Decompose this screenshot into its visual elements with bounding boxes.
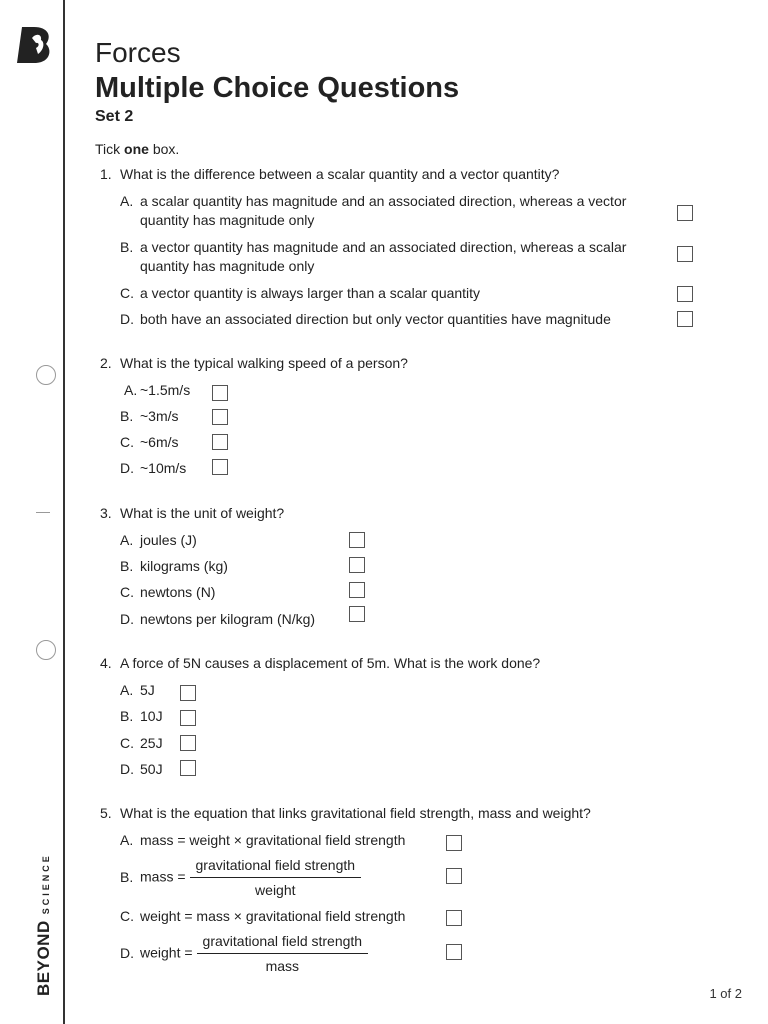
fraction-denominator: weight (255, 882, 296, 898)
question-number: 1. (100, 166, 112, 182)
option-letter: D. (120, 944, 134, 961)
checkbox-q1-d[interactable] (677, 311, 693, 327)
page-title: Multiple Choice Questions (95, 72, 460, 104)
fraction (190, 856, 362, 900)
checkbox-q3-d[interactable] (349, 606, 365, 622)
page-header (95, 36, 459, 126)
question-label: What is the difference between a scalar quantity and a vector quantity? (120, 166, 560, 182)
option-text: ~3m/s (140, 408, 179, 424)
brand-sub: SCIENCE (41, 853, 51, 915)
option-text: ~10m/s (140, 460, 187, 476)
option-text-cont: quantity has magnitude only (140, 212, 315, 228)
option-letter: C. (120, 584, 134, 600)
brand-name: BEYOND (34, 920, 53, 996)
option-text: 5J (140, 682, 155, 698)
option-d (120, 610, 315, 629)
option-letter: C. (120, 434, 134, 450)
option-text: 25J (140, 735, 163, 751)
question-text (100, 355, 408, 371)
option-d (120, 932, 368, 976)
checkbox-q3-a[interactable] (349, 532, 365, 548)
option-text: a scalar quantity has magnitude and an associated direction, whereas a vector (140, 193, 627, 209)
option-letter: B. (120, 868, 134, 885)
option-letter: C. (120, 735, 134, 751)
option-text: a vector quantity has magnitude and an associated direction, whereas a scalar (140, 239, 627, 255)
option-letter: A. (120, 193, 134, 209)
option-b (120, 407, 179, 426)
checkbox-q1-c[interactable] (677, 286, 693, 302)
question-number: 5. (100, 805, 112, 821)
option-text: 50J (140, 761, 163, 777)
option-text: weight = mass × gravitational field strength (140, 908, 406, 924)
checkbox-q3-b[interactable] (349, 557, 365, 573)
option-d (120, 459, 186, 478)
option-letter: C. (120, 908, 134, 924)
question-label: What is the equation that links gravitational field strength, mass and weight? (120, 805, 591, 821)
option-text: newtons (N) (140, 584, 216, 600)
beyond-logo-icon (14, 24, 54, 66)
checkbox-q5-c[interactable] (446, 910, 462, 926)
punch-hole-top (36, 365, 56, 385)
option-letter: A. (120, 832, 134, 848)
option-text: ~6m/s (140, 434, 179, 450)
option-a (120, 681, 155, 700)
checkbox-q2-b[interactable] (212, 409, 228, 425)
option-b (120, 856, 361, 900)
fold-mark (36, 512, 50, 513)
question-label: What is the unit of weight? (120, 505, 285, 521)
page-number: 1 of 2 (709, 986, 742, 1001)
checkbox-q5-a[interactable] (446, 835, 462, 851)
checkbox-q2-a[interactable] (212, 385, 228, 401)
checkbox-q1-a[interactable] (677, 205, 693, 221)
question-text (100, 505, 284, 521)
option-letter: B. (120, 708, 134, 724)
option-b (120, 557, 228, 576)
option-letter: D. (120, 460, 134, 476)
option-text: kilograms (kg) (140, 558, 228, 574)
checkbox-q3-c[interactable] (349, 582, 365, 598)
instructions-emphasis: one (124, 141, 149, 157)
option-c (120, 433, 179, 452)
option-text-cont: quantity has magnitude only (140, 258, 315, 274)
subject-title: Forces (95, 37, 181, 68)
option-letter: D. (120, 761, 134, 777)
option-letter: A. (124, 382, 138, 398)
instructions (95, 141, 179, 157)
instructions-suffix: box. (148, 141, 180, 157)
option-d (120, 310, 611, 329)
option-text: 10J (140, 708, 163, 724)
option-b (120, 238, 626, 276)
checkbox-q4-a[interactable] (180, 685, 196, 701)
option-a (120, 531, 197, 550)
punch-hole-bottom (36, 640, 56, 660)
option-letter: D. (120, 611, 134, 627)
option-text: both have an associated direction but only vector quantities have magnitude (140, 311, 611, 327)
checkbox-q1-b[interactable] (677, 246, 693, 262)
option-letter: A. (120, 532, 134, 548)
equation-lhs: mass = (140, 868, 186, 885)
question-number: 4. (100, 655, 112, 671)
fraction-numerator: gravitational field strength (197, 932, 369, 954)
question-text (100, 166, 559, 182)
checkbox-q5-b[interactable] (446, 868, 462, 884)
checkbox-q4-c[interactable] (180, 735, 196, 751)
option-letter: D. (120, 311, 134, 327)
option-a (120, 831, 405, 850)
option-text: a vector quantity is always larger than a scalar quantity (140, 285, 481, 301)
option-text: ~1.5m/s (140, 382, 191, 398)
question-text (100, 655, 540, 671)
option-text: joules (J) (140, 532, 197, 548)
option-c (120, 583, 215, 602)
question-label: A force of 5N causes a displacement of 5m. What is the work done? (120, 655, 541, 671)
fraction (197, 932, 369, 976)
option-text: newtons per kilogram (N/kg) (140, 611, 316, 627)
checkbox-q5-d[interactable] (446, 944, 462, 960)
fraction-denominator: mass (265, 958, 300, 974)
checkbox-q2-d[interactable] (212, 459, 228, 475)
option-a (120, 192, 626, 230)
option-letter: B. (120, 239, 134, 255)
fraction-numerator: gravitational field strength (190, 856, 362, 878)
option-text: mass = weight × gravitational field strength (140, 832, 406, 848)
option-letter: B. (120, 408, 134, 424)
question-number: 3. (100, 505, 112, 521)
option-c (120, 734, 163, 753)
option-d (120, 760, 163, 779)
checkbox-q2-c[interactable] (212, 434, 228, 450)
question-text (100, 805, 591, 821)
margin-line (63, 0, 65, 1024)
option-c (120, 284, 480, 303)
question-number: 2. (100, 355, 112, 371)
option-b (120, 707, 163, 726)
set-label: Set 2 (95, 108, 134, 125)
option-letter: C. (120, 285, 134, 301)
equation-lhs: weight = (140, 944, 193, 961)
question-label: What is the typical walking speed of a person? (120, 355, 408, 371)
option-letter: B. (120, 558, 134, 574)
checkbox-q4-b[interactable] (180, 710, 196, 726)
option-letter: A. (120, 682, 134, 698)
option-c (120, 907, 405, 926)
instructions-prefix: Tick (95, 141, 125, 157)
brand-vertical (34, 853, 54, 996)
option-a (124, 381, 190, 400)
checkbox-q4-d[interactable] (180, 760, 196, 776)
